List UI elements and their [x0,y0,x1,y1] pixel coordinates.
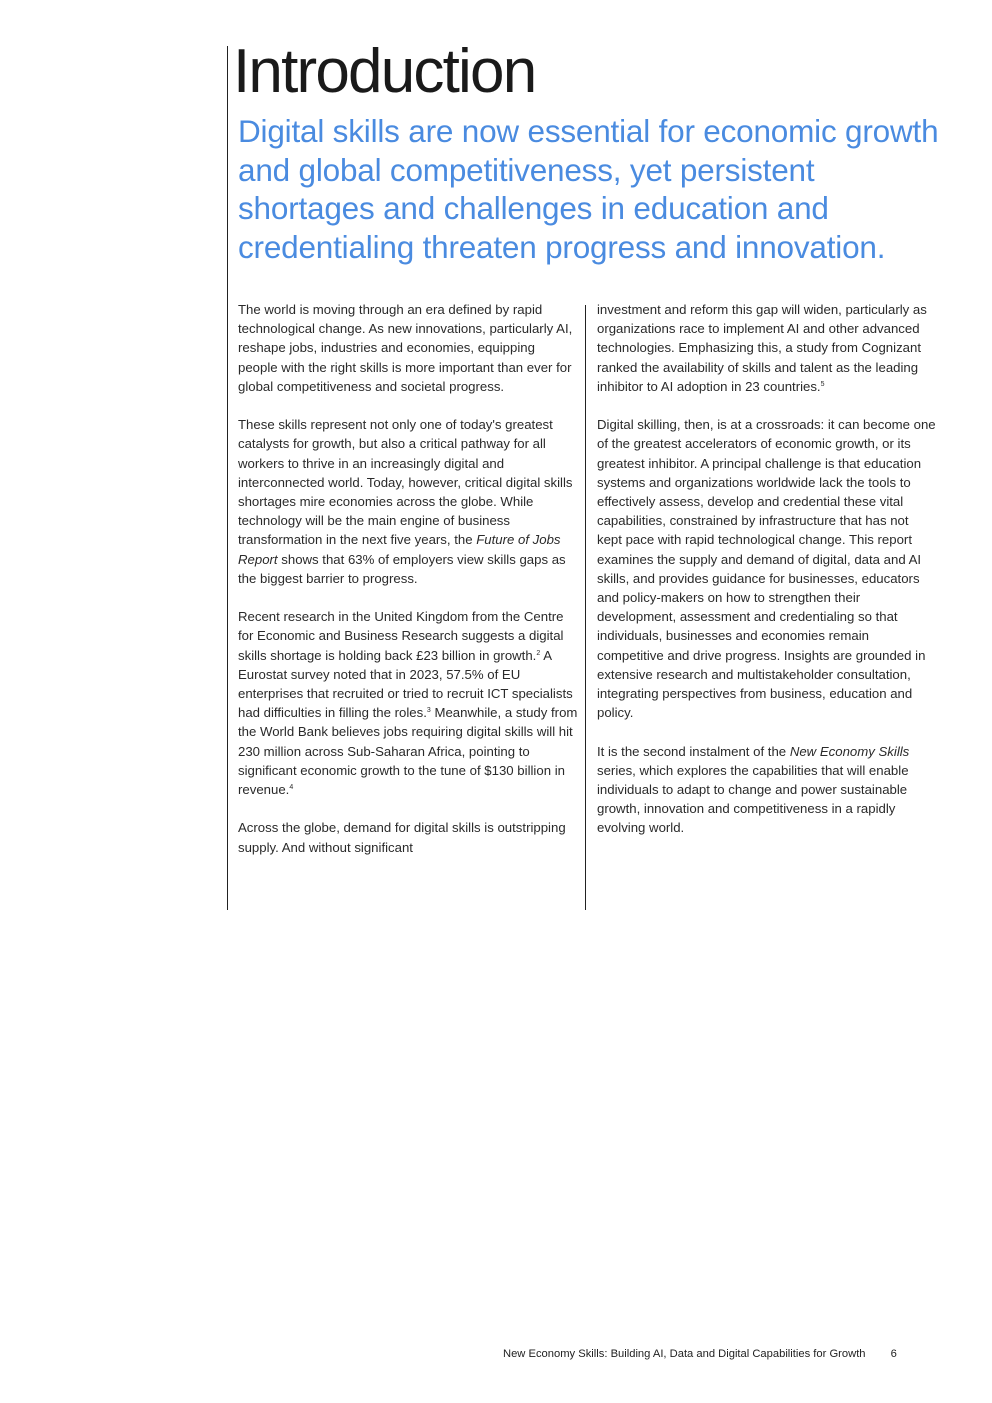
footnote-ref[interactable]: 4 [289,784,294,792]
paragraph: These skills represent not only one of today's greatest catalysts for growth, but also a critical pathway for all workers to thrive in an increasingly digital and interconnected world. Today, however, critical digital skills shortages mire economies across the globe. While technology will be the main engine of business transformation in the next five years, the Future of Jobs Report shows that 63% of employers view skills gaps as the biggest barrier to progress. [238,417,573,586]
left-column [238,300,578,857]
footnote-ref[interactable]: 2 [536,649,541,657]
footer-report-title: Building AI, Data and Digital Capabilities for Growth [610,1348,866,1360]
footer-series-name: New Economy Skills: [503,1348,608,1360]
footnote-ref[interactable]: 5 [820,380,825,388]
paragraph: The world is moving through an era defined by rapid technological change. As new innovations, particularly AI, reshape jobs, industries and economies, equipping people with the right skills is more important than ever for global competitiveness and societal progress. [238,302,573,394]
page-number: 6 [890,1348,897,1360]
paragraph: Recent research in the United Kingdom from the Centre for Economic and Business Research suggests a digital skills shortage is holding back £23 billion in growth.$^2$ A Eurostat survey noted that in 2023, 57.5% of EU enterprises that recruited or tried to recruit ICT specialists had difficulties in filling the roles.$^3$ Meanwhile, a study from the World Bank believes jobs requiring digital skills will hit 230 million across Sub-Saharan Africa, pointing to significant economic growth to the tune of $130 billion in revenue.$^4$ [238,609,578,798]
page-footer [503,1346,897,1362]
report-title-italic: Future of Jobs Report [238,532,561,567]
paragraph: Across the globe, demand for digital skills is outstripping supply. And without significant [238,820,566,855]
column-divider [585,305,586,910]
left-accent-rule [227,46,228,910]
paragraph: It is the second instalment of the New Economy Skills series, which explores the capabilities that will enable individuals to adapt to change and power sustainable growth, innovation and competitiveness in a rapidly evolving world. [597,743,910,836]
paragraph: Digital skilling, then, is at a crossroads: it can become one of the greatest accelerators of economic growth, or its greatest inhibitor. A principal challenge is that education systems and organizations worldwide lack the tools to effectively assess, develop and credential these vital capabilities, constrained by infrastructure that has not kept pace with rapid technological change. This report examines the supply and demand of digital, data and AI skills, and provides guidance for businesses, educators and policy-makers on how to strengthen their development, assessment and credentialing so that individuals, businesses and economies remain competitive and drive progress. Insights are grounded in extensive research and multistakeholder consultation, integrating perspectives from business, education and policy. [597,417,936,721]
right-column [597,300,937,838]
series-title-italic: New Economy Skills [789,743,910,759]
footnote-ref[interactable]: 3 [426,707,431,715]
lede-statement: Digital skills are now essential for economic growth and global competitiveness, yet persistent shortages and challenges in education and credentialing threaten progress and innovation. [238,113,939,265]
page-title: Introduction [233,37,536,106]
paragraph: investment and reform this gap will widen, particularly as organizations race to implement AI and other advanced technologies. Emphasizing this, a study from Cognizant ranked the availability of skills and talent as the leading inhibitor to AI adoption in 23 countries.$^5$ [597,302,927,394]
